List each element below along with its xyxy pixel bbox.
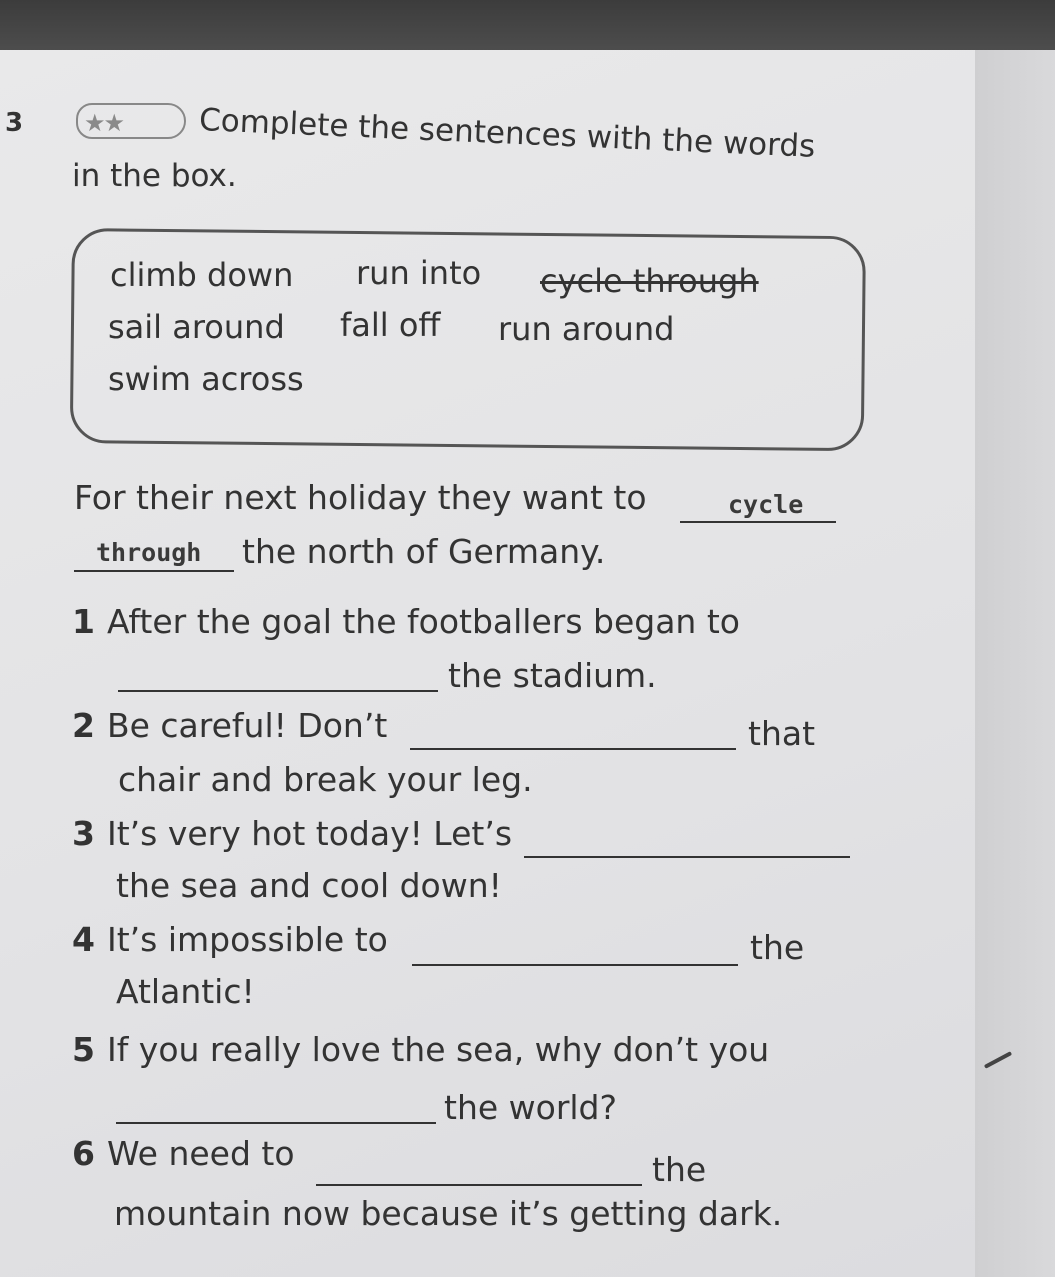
sentence-2-tail: that	[748, 714, 816, 753]
word-run-around: run around	[498, 310, 675, 348]
answer-blank-1[interactable]	[118, 690, 438, 692]
sentence-3-line-1	[72, 814, 512, 853]
sentence-text: Be careful! Don’t	[106, 706, 388, 745]
answer-blank-6[interactable]	[316, 1184, 642, 1186]
exercise-number: 3	[5, 108, 24, 138]
sentence-3-line-2: the sea and cool down!	[116, 866, 502, 905]
sentence-text: After the goal the footballers began to	[106, 602, 740, 641]
answer-blank-5[interactable]	[116, 1122, 436, 1124]
example-blank-1	[680, 521, 836, 523]
sentence-2-line-1	[72, 706, 387, 745]
sentence-6-tail: the	[652, 1150, 707, 1189]
answer-blank-4[interactable]	[412, 964, 738, 966]
sentence-number: 1	[72, 602, 95, 641]
sentence-4-line-1	[72, 920, 388, 959]
sentence-text: We need to	[106, 1134, 295, 1173]
sentence-1-line-1	[72, 602, 740, 641]
word-climb-down: climb down	[110, 256, 294, 294]
word-fall-off: fall off	[340, 306, 441, 344]
instruction-line-2: in the box.	[72, 158, 237, 194]
sentence-1-line-2: the stadium.	[448, 656, 657, 695]
sentence-5-line-1	[72, 1030, 769, 1069]
answer-blank-3[interactable]	[524, 856, 850, 858]
example-line-2: the north of Germany.	[242, 532, 606, 571]
answer-blank-2[interactable]	[410, 748, 736, 750]
sentence-text: It’s very hot today! Let’s	[106, 814, 513, 853]
difficulty-stars-icon: ★★	[76, 103, 186, 139]
word-run-into: run into	[356, 254, 482, 292]
sentence-number: 4	[72, 920, 95, 959]
example-answer-part-2: through	[96, 538, 202, 567]
sentence-4-tail: the	[750, 928, 805, 967]
page-edge	[975, 50, 1055, 1277]
example-line-1: For their next holiday they want to	[74, 478, 647, 517]
sentence-6-line-2: mountain now because it’s getting dark.	[114, 1194, 783, 1233]
sentence-number: 3	[72, 814, 95, 853]
word-cycle-through: cycle through	[540, 262, 759, 300]
sentence-number: 2	[72, 706, 95, 745]
sentence-4-line-2: Atlantic!	[116, 972, 255, 1011]
example-answer-part-1: cycle	[728, 490, 804, 519]
example-blank-2	[74, 570, 234, 572]
sentence-5-line-2: the world?	[444, 1088, 618, 1127]
word-sail-around: sail around	[108, 308, 285, 346]
sentence-text: It’s impossible to	[106, 920, 388, 959]
sentence-6-line-1	[72, 1134, 295, 1173]
sentence-text: If you really love the sea, why don’t you	[106, 1030, 770, 1069]
sentence-2-line-2: chair and break your leg.	[118, 760, 533, 799]
instruction-line-1: Complete the sentences with the words	[198, 102, 816, 165]
word-swim-across: swim across	[108, 360, 304, 398]
sentence-number: 5	[72, 1030, 95, 1069]
sentence-number: 6	[72, 1134, 95, 1173]
